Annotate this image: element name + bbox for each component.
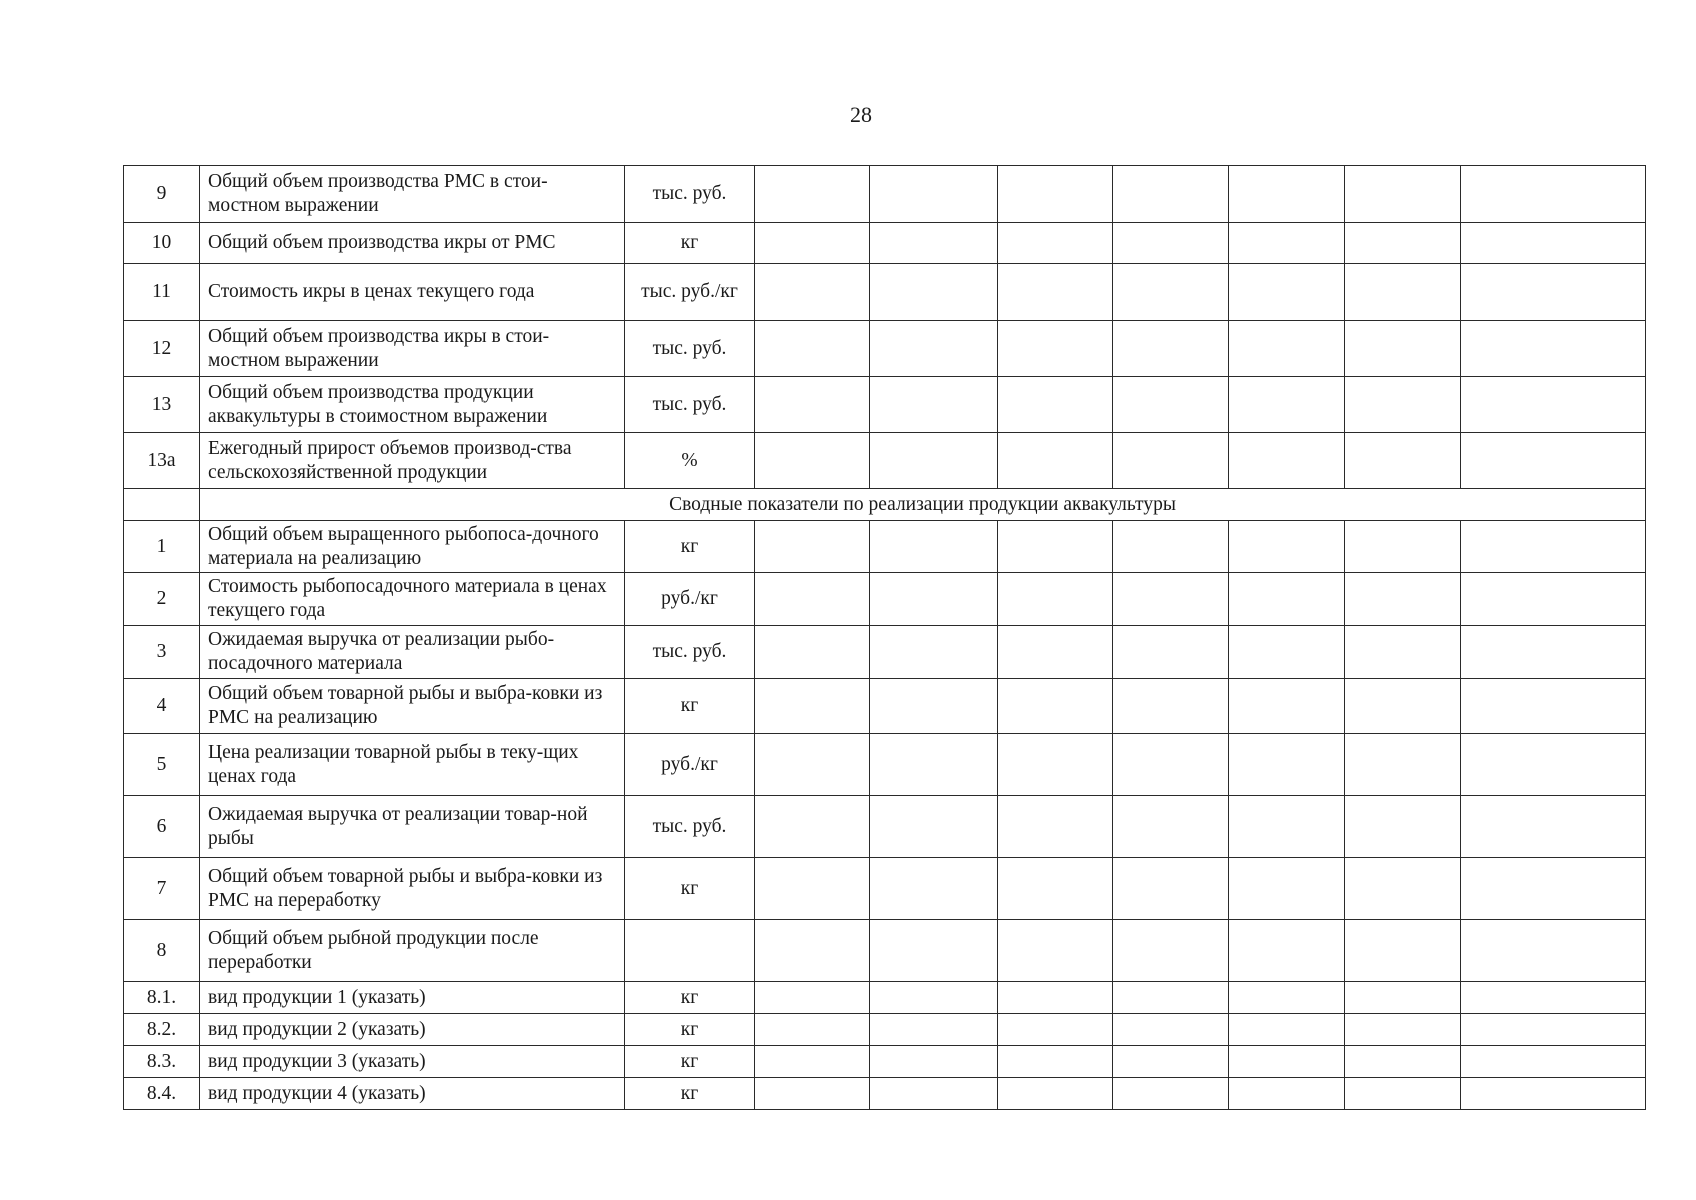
value-cell [1345,433,1461,489]
value-cell [1113,377,1229,433]
value-cell [1461,573,1646,626]
value-cell [1229,982,1345,1014]
unit-cell: кг [625,1046,755,1078]
value-cell [755,1078,870,1110]
value-cell [1461,796,1646,858]
unit-cell: кг [625,1078,755,1110]
value-cell [998,982,1113,1014]
section-number-cell [124,489,200,521]
value-cell [1461,1014,1646,1046]
unit-cell: руб./кг [625,573,755,626]
value-cell [1229,796,1345,858]
indicator-name: Общий объем товарной рыбы и выбра-ковки из РМС на переработку [200,858,625,920]
indicators-table [123,165,1646,1110]
row-number: 6 [124,796,200,858]
value-cell [1345,796,1461,858]
value-cell [1113,433,1229,489]
table-row [124,321,1646,377]
row-number: 8.2. [124,1014,200,1046]
value-cell [870,223,998,264]
value-cell [1461,433,1646,489]
unit-cell: тыс. руб. [625,377,755,433]
row-number: 2 [124,573,200,626]
value-cell [755,573,870,626]
value-cell [1229,734,1345,796]
value-cell [755,433,870,489]
unit-cell [625,920,755,982]
value-cell [870,1078,998,1110]
value-cell [998,433,1113,489]
value-cell [1229,858,1345,920]
value-cell [755,982,870,1014]
table-row [124,679,1646,734]
value-cell [1229,1014,1345,1046]
unit-cell: кг [625,679,755,734]
row-number: 12 [124,321,200,377]
value-cell [1229,626,1345,679]
table-row [124,264,1646,321]
value-cell [870,679,998,734]
value-cell [1345,858,1461,920]
value-cell [870,1014,998,1046]
indicator-name: Общий объем выращенного рыбопоса-дочного материала на реализацию [200,521,625,573]
value-cell [998,679,1113,734]
value-cell [998,1014,1113,1046]
value-cell [1113,223,1229,264]
value-cell [870,433,998,489]
row-number: 8.4. [124,1078,200,1110]
value-cell [1113,626,1229,679]
row-number: 8.1. [124,982,200,1014]
value-cell [998,573,1113,626]
value-cell [1345,377,1461,433]
value-cell [1461,264,1646,321]
value-cell [1229,377,1345,433]
unit-cell: тыс. руб. [625,626,755,679]
value-cell [870,573,998,626]
unit-cell: тыс. руб. [625,321,755,377]
value-cell [1345,1078,1461,1110]
table-row [124,734,1646,796]
indicator-name: Общий объем производства продукции аквакультуры в стоимостном выражении [200,377,625,433]
table-row [124,1078,1646,1110]
table-row [124,573,1646,626]
value-cell [870,796,998,858]
value-cell [1461,521,1646,573]
value-cell [998,223,1113,264]
value-cell [755,521,870,573]
value-cell [1113,521,1229,573]
value-cell [1345,982,1461,1014]
indicator-name: Стоимость рыбопосадочного материала в ценах текущего года [200,573,625,626]
value-cell [755,223,870,264]
value-cell [1345,679,1461,734]
indicator-name: Ожидаемая выручка от реализации рыбо-посадочного материала [200,626,625,679]
row-number: 1 [124,521,200,573]
unit-cell: кг [625,858,755,920]
value-cell [998,1078,1113,1110]
page-number: 28 [850,102,872,127]
value-cell [1229,521,1345,573]
value-cell [870,321,998,377]
indicator-name: Ежегодный прирост объемов производ-ства сельскохозяйственной продукции [200,433,625,489]
row-number: 4 [124,679,200,734]
row-number: 7 [124,858,200,920]
table-row [124,223,1646,264]
unit-cell: % [625,433,755,489]
value-cell [998,626,1113,679]
row-number: 11 [124,264,200,321]
value-cell [1113,982,1229,1014]
value-cell [870,920,998,982]
table-row [124,433,1646,489]
value-cell [1461,858,1646,920]
value-cell [870,1046,998,1078]
value-cell [1345,1046,1461,1078]
value-cell [998,264,1113,321]
row-number: 8.3. [124,1046,200,1078]
unit-cell: кг [625,1014,755,1046]
value-cell [998,321,1113,377]
indicator-name: вид продукции 4 (указать) [200,1078,625,1110]
unit-cell: руб./кг [625,734,755,796]
value-cell [1461,626,1646,679]
value-cell [1229,321,1345,377]
value-cell [1229,166,1345,223]
unit-cell: кг [625,223,755,264]
value-cell [1229,223,1345,264]
row-number: 3 [124,626,200,679]
value-cell [1113,1078,1229,1110]
indicator-name: вид продукции 1 (указать) [200,982,625,1014]
row-number: 9 [124,166,200,223]
unit-cell: кг [625,521,755,573]
value-cell [1113,166,1229,223]
value-cell [1461,1078,1646,1110]
value-cell [1345,321,1461,377]
indicator-name: Общий объем товарной рыбы и выбра-ковки из РМС на реализацию [200,679,625,734]
value-cell [998,734,1113,796]
table-row [124,377,1646,433]
value-cell [1345,626,1461,679]
indicator-name: вид продукции 3 (указать) [200,1046,625,1078]
value-cell [1461,679,1646,734]
table-row [124,858,1646,920]
value-cell [1461,321,1646,377]
value-cell [870,858,998,920]
row-number: 5 [124,734,200,796]
value-cell [1461,166,1646,223]
value-cell [1345,920,1461,982]
indicator-name: Ожидаемая выручка от реализации товар-ной рыбы [200,796,625,858]
value-cell [1229,920,1345,982]
value-cell [1229,1046,1345,1078]
value-cell [1113,679,1229,734]
value-cell [1345,1014,1461,1046]
value-cell [998,166,1113,223]
value-cell [1229,679,1345,734]
indicator-name: Общий объем рыбной продукции после переработки [200,920,625,982]
value-cell [1461,982,1646,1014]
value-cell [1461,223,1646,264]
value-cell [1345,734,1461,796]
value-cell [1461,1046,1646,1078]
value-cell [1113,321,1229,377]
value-cell [755,796,870,858]
value-cell [1113,1014,1229,1046]
row-number: 13 [124,377,200,433]
indicator-name: Стоимость икры в ценах текущего года [200,264,625,321]
value-cell [998,521,1113,573]
value-cell [998,377,1113,433]
table-row [124,1046,1646,1078]
unit-cell: кг [625,982,755,1014]
value-cell [1113,573,1229,626]
value-cell [998,858,1113,920]
value-cell [998,1046,1113,1078]
indicator-name: вид продукции 2 (указать) [200,1014,625,1046]
table-row [124,796,1646,858]
value-cell [1229,264,1345,321]
table-row [124,1014,1646,1046]
value-cell [1113,920,1229,982]
indicator-name: Общий объем производства икры от РМС [200,223,625,264]
value-cell [1461,920,1646,982]
value-cell [755,920,870,982]
value-cell [870,166,998,223]
value-cell [755,166,870,223]
section-title: Сводные показатели по реализации продукции аквакультуры [200,489,1646,521]
value-cell [870,377,998,433]
unit-cell: тыс. руб. [625,796,755,858]
value-cell [1461,734,1646,796]
value-cell [1345,223,1461,264]
value-cell [1113,796,1229,858]
indicator-name: Цена реализации товарной рыбы в теку-щих ценах года [200,734,625,796]
value-cell [755,1014,870,1046]
row-number: 13а [124,433,200,489]
value-cell [998,796,1113,858]
value-cell [998,920,1113,982]
table-row [124,166,1646,223]
value-cell [755,321,870,377]
value-cell [870,734,998,796]
value-cell [755,734,870,796]
value-cell [1229,433,1345,489]
table-row [124,982,1646,1014]
value-cell [1113,858,1229,920]
value-cell [755,264,870,321]
unit-cell: тыс. руб. [625,166,755,223]
row-number: 8 [124,920,200,982]
value-cell [1345,521,1461,573]
unit-cell: тыс. руб./кг [625,264,755,321]
value-cell [870,521,998,573]
row-number: 10 [124,223,200,264]
table-row [124,920,1646,982]
value-cell [870,264,998,321]
value-cell [1113,734,1229,796]
section-header-row [124,489,1646,521]
value-cell [1461,377,1646,433]
value-cell [1113,1046,1229,1078]
table-row [124,626,1646,679]
value-cell [1345,264,1461,321]
indicator-name: Общий объем производства икры в стои-мостном выражении [200,321,625,377]
value-cell [755,1046,870,1078]
value-cell [1345,573,1461,626]
value-cell [755,377,870,433]
value-cell [1229,573,1345,626]
value-cell [870,982,998,1014]
table-row [124,521,1646,573]
indicator-name: Общий объем производства РМС в стои-мостном выражении [200,166,625,223]
value-cell [755,626,870,679]
value-cell [870,626,998,679]
value-cell [1229,1078,1345,1110]
value-cell [755,679,870,734]
value-cell [755,858,870,920]
value-cell [1113,264,1229,321]
value-cell [1345,166,1461,223]
